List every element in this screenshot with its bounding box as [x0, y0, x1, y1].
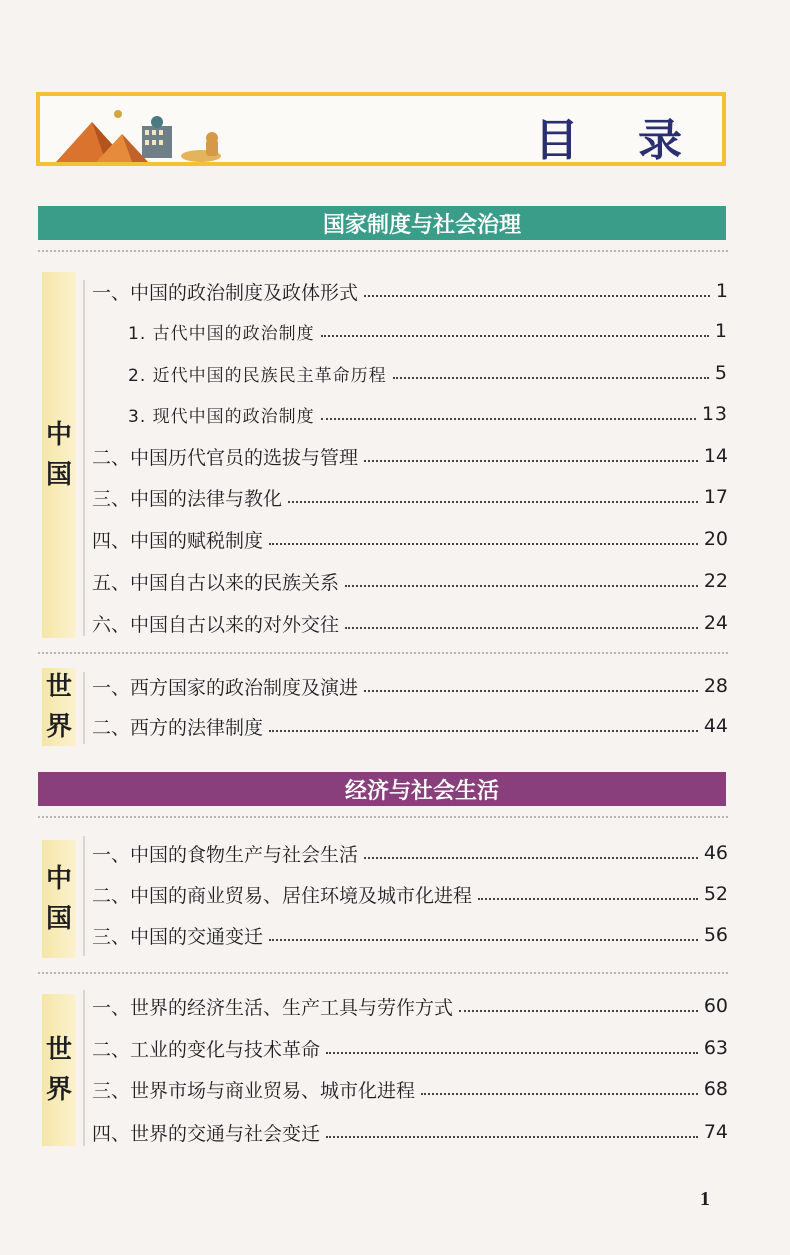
toc-entry[interactable]: 一、西方国家的政治制度及演进 28 [92, 675, 728, 699]
toc-entry[interactable]: 三、中国的交通变迁 56 [92, 924, 728, 948]
dot-leader [321, 418, 696, 420]
divider [38, 816, 728, 818]
toc-entry[interactable]: 一、中国的食物生产与社会生活 46 [92, 842, 728, 866]
divider [38, 250, 728, 252]
pyramids-illustration [56, 100, 226, 164]
toc-entry[interactable]: 五、中国自古以来的民族关系 22 [92, 570, 728, 594]
toc-entry[interactable]: 四、世界的交通与社会变迁 74 [92, 1121, 728, 1145]
page-number: 1 [700, 1188, 710, 1210]
toc-entry[interactable]: 三、世界市场与商业贸易、城市化进程 68 [92, 1078, 728, 1102]
region-label-world: 世 界 [42, 668, 76, 746]
dot-leader [326, 1136, 698, 1138]
dot-leader [321, 335, 709, 337]
region-label-china: 中 国 [42, 840, 76, 958]
dot-leader [364, 460, 698, 462]
toc-entry[interactable]: 二、中国历代官员的选拔与管理 14 [92, 445, 728, 469]
toc-subentry[interactable]: 2. 近代中国的民族民主革命历程 5 [128, 362, 728, 386]
toc-subentry[interactable]: 3. 现代中国的政治制度 13 [128, 403, 728, 427]
divider [38, 652, 728, 654]
toc-entry[interactable]: 一、世界的经济生活、生产工具与劳作方式 60 [92, 995, 728, 1019]
toc-entry[interactable]: 二、中国的商业贸易、居住环境及城市化进程 52 [92, 883, 728, 907]
toc-entry[interactable]: 四、中国的赋税制度 20 [92, 528, 728, 552]
toc-entry[interactable]: 一、中国的政治制度及政体形式 1 [92, 280, 728, 304]
side-line [83, 836, 85, 956]
dot-leader [393, 377, 709, 379]
side-line [83, 990, 85, 1146]
toc-entry[interactable]: 二、工业的变化与技术革命 63 [92, 1037, 728, 1061]
dot-leader [421, 1093, 698, 1095]
toc-subentry[interactable]: 1. 古代中国的政治制度 1 [128, 320, 728, 344]
dot-leader [288, 501, 698, 503]
section-header-economy [38, 772, 726, 806]
section-title: 经济与社会生活 [344, 778, 499, 804]
toc-entry[interactable]: 六、中国自古以来的对外交往 24 [92, 612, 728, 636]
title-banner [36, 92, 726, 166]
dot-leader [269, 730, 698, 732]
dot-leader [269, 543, 698, 545]
page-title: 目 录 [534, 115, 704, 166]
region-label-china: 中 国 [42, 272, 76, 638]
dot-leader [345, 627, 698, 629]
dot-leader [459, 1010, 698, 1012]
dot-leader [269, 939, 698, 941]
section-title: 国家制度与社会治理 [322, 212, 521, 238]
dot-leader [478, 898, 698, 900]
section-header-governance [38, 206, 726, 240]
dot-leader [364, 690, 698, 692]
dot-leader [364, 295, 710, 297]
divider [38, 972, 728, 974]
toc-entry[interactable]: 二、西方的法律制度 44 [92, 715, 728, 739]
dot-leader [364, 857, 698, 859]
dot-leader [326, 1052, 698, 1054]
dot-leader [345, 585, 698, 587]
toc-entry[interactable]: 三、中国的法律与教化 17 [92, 486, 728, 510]
side-line [83, 672, 85, 744]
side-line [83, 280, 85, 636]
region-label-world: 世 界 [42, 994, 76, 1146]
